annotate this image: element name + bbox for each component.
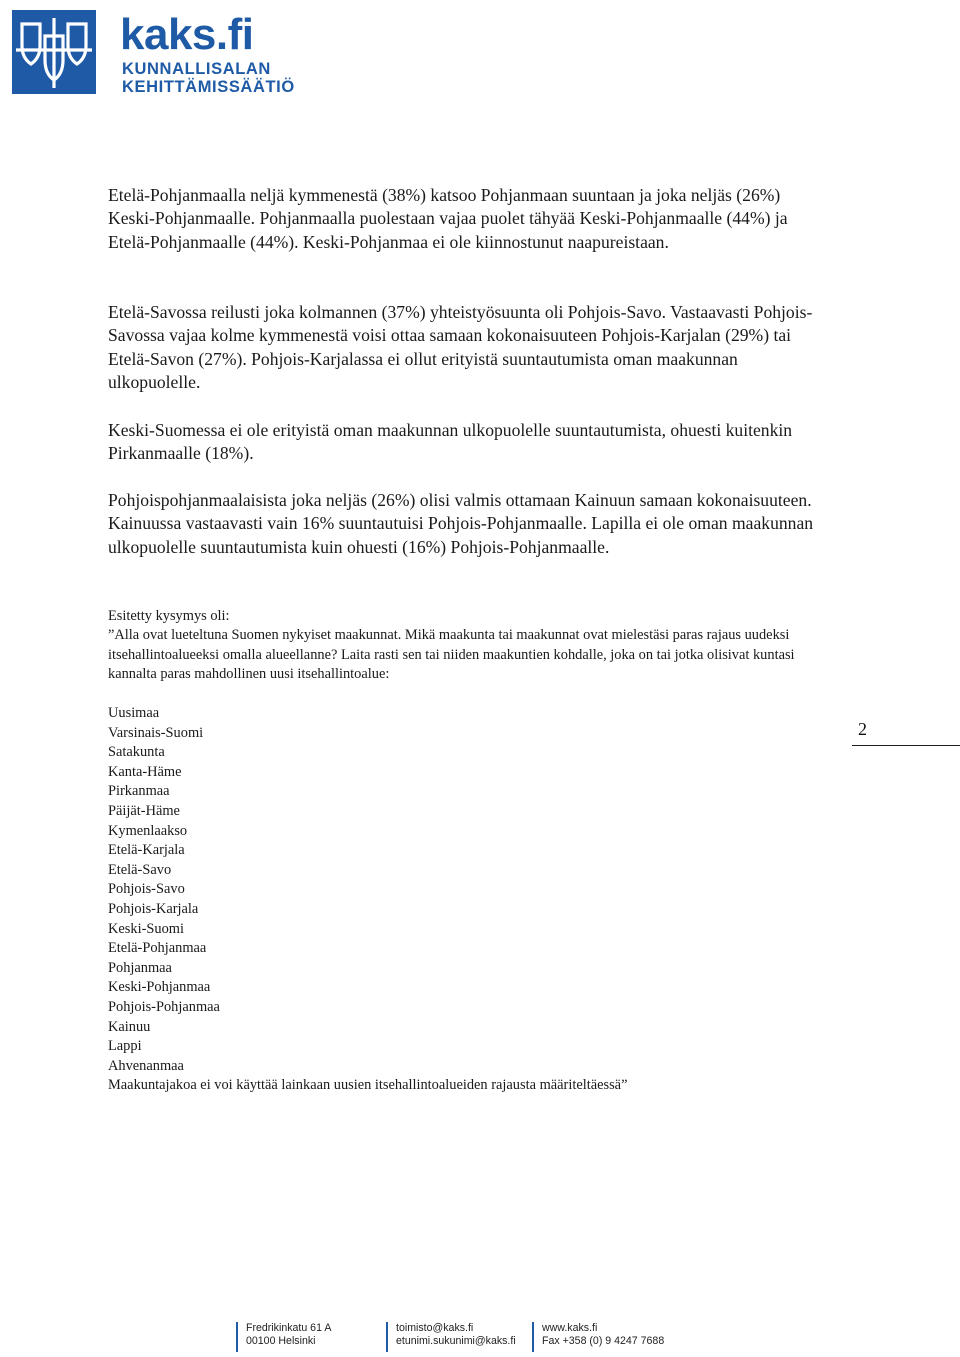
paragraph-keski-suomi: Keski-Suomessa ei ole erityistä oman maakunnan ulkopuolelle suuntautumista, ohuesti kuitenkin Pirkanmaalle (18%). <box>108 420 793 464</box>
question-label: Esitetty kysymys oli: <box>108 608 230 624</box>
footer-fax: Fax +358 (0) 9 4247 7688 <box>542 1335 665 1347</box>
list-item: Kymenlaakso <box>108 822 188 839</box>
list-item: Etelä-Savo <box>108 861 172 878</box>
list-item: Lappi <box>108 1038 142 1055</box>
list-item: Päijät-Häme <box>108 802 180 819</box>
list-item: Ahvenanmaa <box>108 1057 184 1074</box>
question-text: ”Alla ovat lueteltuna Suomen nykyiset maakunnat. Mikä maakunta tai maakunnat ovat mielestäsi paras rajaus uudeksi itsehallintoalueeksi omalla alueellanne? Laita rasti sen tai niiden maakuntien kohdalle, joka on tai jotka olisivat kuntasi kannalta paras mahdollinen uusi itsehallintoalue: <box>108 627 795 682</box>
list-item: Maakuntajakoa ei voi käyttää lainkaan uusien itsehallintoalueiden rajausta määriteltäessä” <box>108 1077 628 1094</box>
kaks-logo[interactable] <box>12 6 295 96</box>
list-item: Pohjois-Karjala <box>108 900 199 917</box>
page-number-rule <box>852 745 960 746</box>
brand-subtitle-line-1: KUNNALLISALAN <box>122 60 271 78</box>
list-item: Etelä-Pohjanmaa <box>108 940 207 957</box>
footer-website-link[interactable]: www.kaks.fi <box>542 1322 598 1334</box>
logo-emblem-icon <box>12 10 96 94</box>
footer-address <box>236 1322 331 1352</box>
footer-email <box>386 1322 516 1352</box>
list-item: Pohjois-Savo <box>108 881 185 898</box>
footer-contact <box>532 1322 664 1352</box>
list-item: Etelä-Karjala <box>108 842 185 859</box>
footer-email-personal[interactable]: etunimi.sukunimi@kaks.fi <box>396 1335 516 1347</box>
paragraph-savo-karjala: Etelä-Savossa reilusti joka kolmannen (37%) yhteistyösuunta oli Pohjois-Savo. Vastaavasti Pohjois-Savossa vajaa kolme kymmenestä voisi ottaa samaan kokonaisuuteen Pohjois-Karjalan (29%) tai Etelä-Savon (27%). Pohjois-Karjalassa ei ollut erityistä suuntautumista oman maakunnan ulkopuolelle. <box>108 302 813 392</box>
paragraph-etela-pohjanmaa: Etelä-Pohjanmaalla neljä kymmenestä (38%) katsoo Pohjanmaan suuntaan ja joka neljäs (26%) Keski-Pohjanmaalle. Pohjanmaalla puolestaan vajaa puolet tähyää Keski-Pohjanmaalle (44%) ja Etelä-Pohjanmaalle (44%). Keski-Pohjanmaa ei ole kiinnostunut naapureistaan. <box>108 185 788 252</box>
footer-postal: 00100 Helsinki <box>246 1335 316 1347</box>
list-item: Keski-Suomi <box>108 920 184 937</box>
paragraph-pohjois-pohjanmaa: Pohjoispohjanmaalaisista joka neljäs (26%) olisi valmis ottamaan Kainuun samaan kokonaisuuteen. Kainuussa vastaavasti vain 16% suuntautuisi Pohjois-Pohjanmaalle. Lapilla ei ole oman maakunnan ulkopuolelle suuntautumista kuin ohuesti (16%) Pohjois-Pohjanmaalle. <box>108 490 814 557</box>
list-item: Satakunta <box>108 744 165 761</box>
list-item: Keski-Pohjanmaa <box>108 979 211 996</box>
brand-subtitle-line-2: KEHITTÄMISSÄÄTIÖ <box>122 78 295 96</box>
list-item: Kainuu <box>108 1018 151 1035</box>
list-item: Kanta-Häme <box>108 763 182 780</box>
brand-name: kaks.fi <box>120 10 254 59</box>
list-item: Pohjanmaa <box>108 959 172 976</box>
list-item: Pirkanmaa <box>108 783 170 800</box>
page-number: 2 <box>858 719 867 739</box>
footer-email-office[interactable]: toimisto@kaks.fi <box>396 1322 474 1334</box>
list-item: Varsinais-Suomi <box>108 724 204 741</box>
list-item: Uusimaa <box>108 705 160 721</box>
footer-street: Fredrikinkatu 61 A <box>246 1322 332 1334</box>
region-list <box>108 704 627 1096</box>
list-item: Pohjois-Pohjanmaa <box>108 998 220 1015</box>
